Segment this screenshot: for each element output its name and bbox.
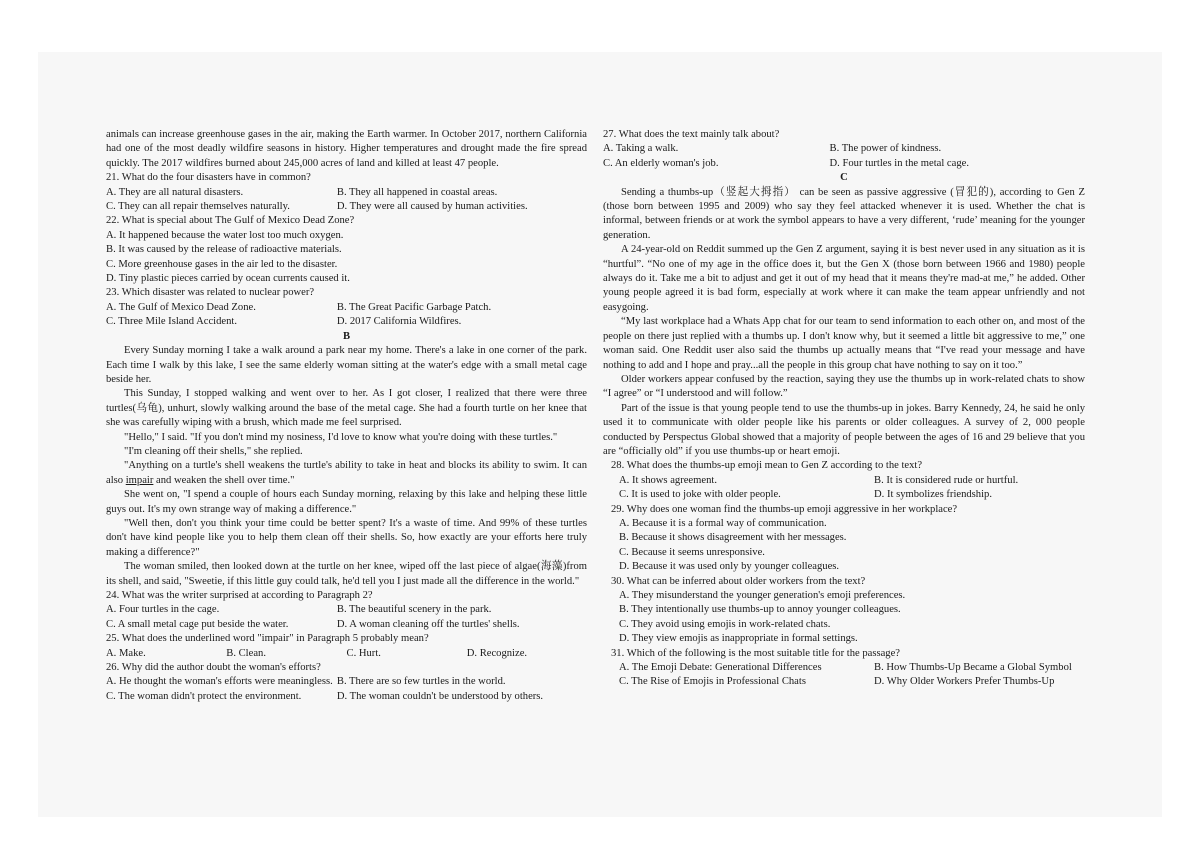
- question-28: 28. What does the thumbs-up emoji mean to Gen Z according to the text?: [611, 460, 923, 472]
- question-29: 29. Why does one woman find the thumbs-up emoji aggressive in her workplace?: [611, 503, 958, 515]
- option[interactable]: B. It was caused by the release of radioactive materials.: [106, 244, 342, 256]
- option[interactable]: A. The Gulf of Mexico Dead Zone.: [106, 301, 256, 313]
- options-28-ab: [603, 474, 1085, 488]
- option[interactable]: D. Four turtles in the metal cage.: [829, 157, 969, 169]
- passage-b-paragraph: She went on, "I spend a couple of hours each Sunday morning, relaxing by this lake and helping these little guys out. It's my own strange way of making a difference.": [106, 489, 587, 515]
- option[interactable]: A. Taking a walk.: [603, 143, 679, 155]
- question-23: 23. Which disaster was related to nuclear power?: [106, 287, 315, 299]
- option[interactable]: B. They all happened in coastal areas.: [336, 186, 498, 198]
- passage-a-ending: animals can increase greenhouse gases in the air, making the Earth warmer. In October 2017, northern California had one of the most deadly wildfire seasons in history. Higher temperatures and drought made the fire spread quickly. The 2017 wildfires burned about 245,000 acres of land and killed at least 47 people.: [106, 129, 587, 169]
- options-21-ab: [106, 186, 587, 200]
- option[interactable]: C. Hurt.: [346, 647, 381, 659]
- passage-b-paragraph: Every Sunday morning I take a walk around a park near my home. There's a lake in one corner of the park. Each time I walk by this lake, I see the same elderly woman sitting at the water's edge with a small metal cage beside her.: [106, 345, 587, 385]
- question-22: 22. What is special about The Gulf of Mexico Dead Zone?: [106, 215, 355, 227]
- passage-c-paragraph: Sending a thumbs-up（竖起大拇指） can be seen as passive aggressive (冒犯的), according to Gen Z (those born between 1995 and 2009) who say they feel attacked whenever it is used. Whether the chat is informal, between friends or at work the symbol appears to have a very different, ‘rude’ meaning for the younger generation.: [603, 186, 1085, 241]
- option[interactable]: C. The Rise of Emojis in Professional Chats: [619, 676, 806, 688]
- question-30: 30. What can be inferred about older workers from the text?: [611, 575, 866, 587]
- option[interactable]: B. There are so few turtles in the world.: [336, 676, 506, 688]
- passage-c-paragraph: Part of the issue is that young people tend to use the thumbs-up in jokes. Barry Kennedy, 24, he said he only used it to communicate with older people like his parents or older colleagues. A survey of 2, 000 people conducted by Perspectus Global showed that a majority of people between the ages of 16 and 29 believe that you are “officially old” if you use thumbs-up or heart emoji.: [603, 402, 1085, 457]
- underlined-word: impair: [125, 474, 154, 486]
- option[interactable]: C. They avoid using emojis in work-related chats.: [619, 618, 831, 630]
- option[interactable]: C. They can all repair themselves naturally.: [106, 201, 290, 213]
- option[interactable]: B. The Great Pacific Garbage Patch.: [336, 301, 492, 313]
- option[interactable]: B. Clean.: [226, 647, 266, 659]
- option[interactable]: D. They view emojis as inappropriate in formal settings.: [619, 633, 858, 645]
- option[interactable]: C. An elderly woman's job.: [603, 157, 719, 169]
- option[interactable]: A. It shows agreement.: [619, 474, 717, 486]
- options-24-ab: [106, 603, 587, 617]
- options-23-cd: [106, 315, 587, 329]
- options-31-cd: [603, 675, 1085, 689]
- section-c-heading: C: [840, 172, 848, 184]
- option[interactable]: D. The woman couldn't be understood by others.: [336, 690, 544, 702]
- option[interactable]: D. They were all caused by human activities.: [336, 201, 528, 213]
- option[interactable]: D. A woman cleaning off the turtles' shells.: [336, 618, 520, 630]
- option[interactable]: B. The power of kindness.: [829, 143, 942, 155]
- options-21-cd: [106, 200, 587, 214]
- passage-c-paragraph: A 24-year-old on Reddit summed up the Gen Z argument, saying it is best never used in any situation as it is “hurtful”. “No one of my age in the office does it, but the Gen X (those born between 1966 and 1980) people always do it. Take me a bit to adjust and get it out of my head that it means they're mad-at me,” he added. Other young people agreed it is bad form, especially at work where it can make the team appear unfriendly and not easygoing.: [603, 244, 1085, 313]
- passage-b-paragraph: "Well then, don't you think your time could be better spent? It's a waste of time. And 99% of these turtles don't have kind people like you to help them clean off their shells. So, how exactly are your efforts here truly making a difference?": [106, 517, 587, 558]
- options-26-cd: [106, 690, 587, 704]
- option[interactable]: B. They intentionally use thumbs-up to annoy younger colleagues.: [619, 604, 901, 616]
- options-27-cd: [603, 157, 1085, 171]
- question-24: 24. What was the writer surprised at according to Paragraph 2?: [106, 590, 373, 601]
- option[interactable]: B. The beautiful scenery in the park.: [336, 604, 492, 616]
- options-31-ab: [603, 661, 1085, 675]
- question-25: 25. What does the underlined word "impair" in Paragraph 5 probably mean?: [106, 633, 429, 645]
- options-26-ab: [106, 675, 587, 689]
- option[interactable]: B. Because it shows disagreement with her messages.: [619, 532, 847, 544]
- passage-b-paragraph: This Sunday, I stopped walking and went over to her. As I got closer, I realized that there were three turtles(乌龟), unhurt, slowly walking around the base of the metal cage. She had a fourth turtle on her knee that she was carefully wiping with a brush, which made me feel surprised.: [106, 388, 587, 429]
- option[interactable]: D. Why Older Workers Prefer Thumbs-Up: [874, 676, 1055, 688]
- options-25: [106, 647, 587, 661]
- passage-c-paragraph: “My last workplace had a Whats App chat for our team to send information to each other on, and most of the people on there just replied with a thumbs up. I don't know why, but it seemed a little bit aggressive to me,” one woman said. One Reddit user also said the thumbs up actually means that “I've read your message and have nothing to add and I hope and pray...all the people in this group chat have nothing to say on it too.”: [603, 316, 1085, 371]
- options-24-cd: [106, 618, 587, 632]
- option[interactable]: C. It is used to joke with older people.: [619, 489, 781, 501]
- passage-c-paragraph: Older workers appear confused by the reaction, saying they use the thumbs up in work-related chats to show “I agree” or “I understood and will follow.”: [603, 373, 1085, 400]
- option[interactable]: C. Because it seems unresponsive.: [619, 546, 765, 558]
- option[interactable]: C. The woman didn't protect the environment.: [106, 690, 302, 702]
- option[interactable]: D. Recognize.: [466, 647, 528, 659]
- option[interactable]: A. They misunderstand the younger generation's emoji preferences.: [619, 590, 906, 601]
- question-26: 26. Why did the author doubt the woman's efforts?: [106, 662, 321, 674]
- question-31: 31. Which of the following is the most suitable title for the passage?: [611, 647, 901, 659]
- passage-b-paragraph: "Hello," I said. "If you don't mind my nosiness, I'd love to know what you're doing with these turtles.": [124, 431, 558, 443]
- question-21: 21. What do the four disasters have in common?: [106, 172, 311, 184]
- option[interactable]: A. They are all natural disasters.: [106, 186, 244, 198]
- passage-b-paragraph: "I'm cleaning off their shells," she replied.: [124, 445, 303, 457]
- left-column: [106, 128, 587, 704]
- section-b-heading: B: [342, 330, 351, 342]
- option[interactable]: C. A small metal cage put beside the water.: [106, 618, 289, 630]
- passage-b-paragraph: The woman smiled, then looked down at the turtle on her knee, wiped off the last piece of algae(海藻)from its shell, and said, "Sweetie, if this little guy could talk, he'd tell you I just made all the difference in the world.": [106, 561, 587, 587]
- options-23-ab: [106, 301, 587, 315]
- option[interactable]: C. More greenhouse gases in the air led to the disaster.: [106, 258, 338, 270]
- option[interactable]: A. The Emoji Debate: Generational Differences: [619, 662, 822, 674]
- option[interactable]: D. Tiny plastic pieces carried by ocean currents caused it.: [106, 273, 350, 285]
- options-28-cd: [603, 488, 1085, 502]
- right-column: [603, 128, 1085, 690]
- passage-b-paragraph: [106, 459, 587, 488]
- option[interactable]: A. Four turtles in the cage.: [106, 604, 220, 616]
- option[interactable]: D. It symbolizes friendship.: [874, 489, 992, 501]
- option[interactable]: D. Because it was used only by younger colleagues.: [619, 561, 840, 573]
- question-27: 27. What does the text mainly talk about?: [603, 129, 780, 140]
- option[interactable]: B. How Thumbs-Up Became a Global Symbol: [874, 662, 1072, 674]
- paragraph-text: "Anything on a turtle's shell weakens the turtle's ability to take in heat and blocks its ability to swim. It can also: [106, 460, 587, 486]
- option[interactable]: C. Three Mile Island Accident.: [106, 316, 238, 328]
- option[interactable]: A. It happened because the water lost too much oxygen.: [106, 229, 344, 241]
- paragraph-text: and weaken the shell over time.": [153, 474, 295, 486]
- option[interactable]: A. Because it is a formal way of communication.: [619, 517, 827, 529]
- option[interactable]: A. Make.: [106, 647, 146, 659]
- option[interactable]: A. He thought the woman's efforts were meaningless.: [106, 676, 333, 688]
- option[interactable]: D. 2017 California Wildfires.: [336, 316, 462, 328]
- options-27-ab: [603, 142, 1085, 156]
- option[interactable]: B. It is considered rude or hurtful.: [874, 474, 1019, 486]
